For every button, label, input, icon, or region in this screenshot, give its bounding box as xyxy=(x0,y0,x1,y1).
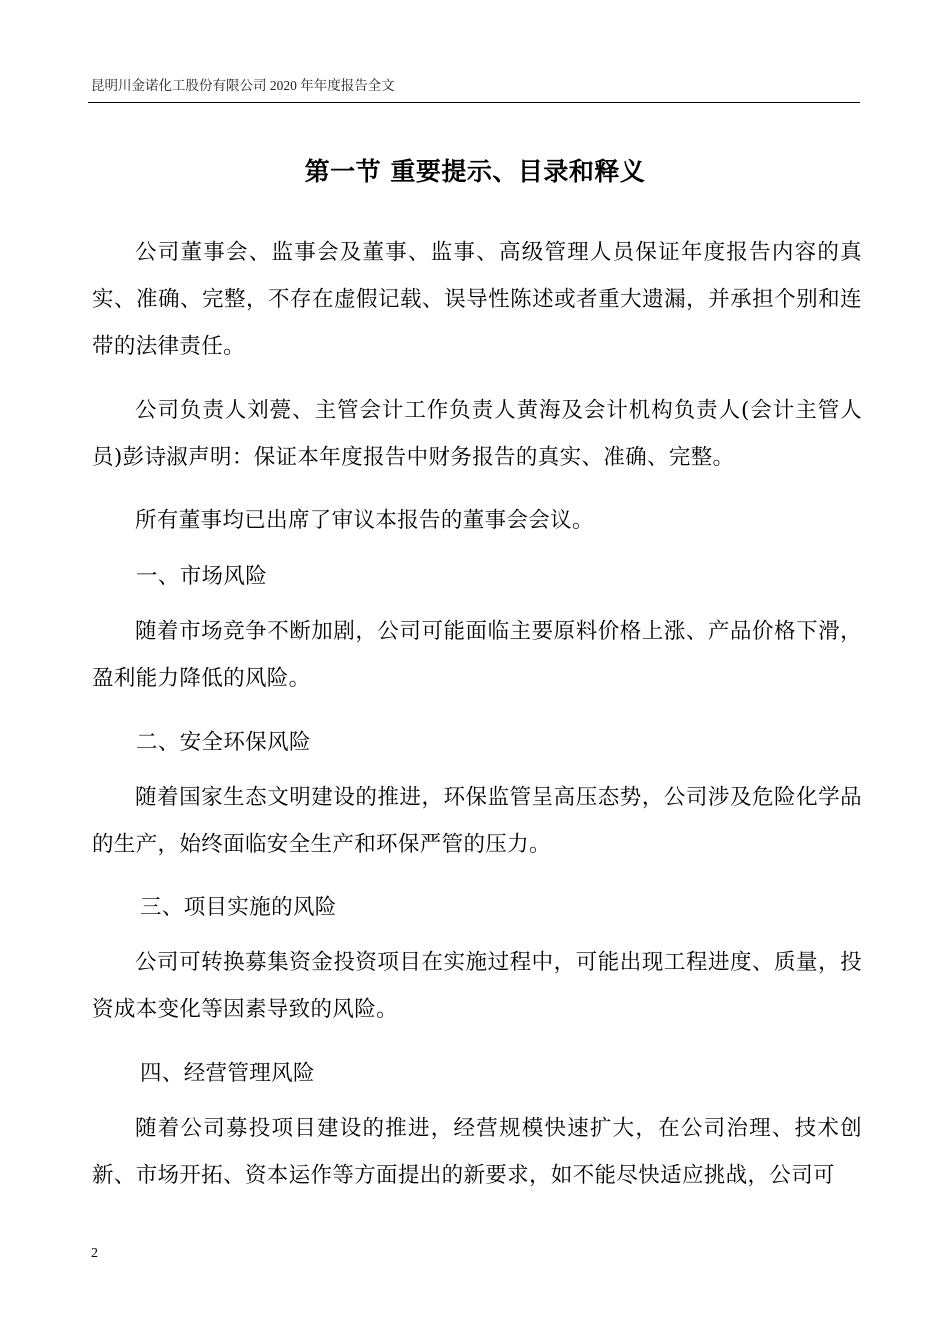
header-divider xyxy=(88,102,860,103)
paragraph-board-guarantee: 公司董事会、监事会及董事、监事、高级管理人员保证年度报告内容的真实、准确、完整，不存在虚假记载、误导性陈述或者重大遗漏，并承担个别和连带的法律责任。 xyxy=(92,240,862,359)
heading-project-risk: 三、项目实施的风险 xyxy=(140,895,337,920)
paragraph-directors-attendance: 所有董事均已出席了审议本报告的董事会会议。 xyxy=(135,508,594,533)
paragraph-responsible-persons: 公司负责人刘甍、主管会计工作负责人黄海及会计机构负责人(会计主管人员)彭诗淑声明：保证本年度报告中财务报告的真实、准确、完整。 xyxy=(92,398,862,470)
heading-operation-risk: 四、经营管理风险 xyxy=(140,1061,315,1086)
running-header: 昆明川金诺化工股份有限公司 2020 年年度报告全文 xyxy=(91,78,395,93)
heading-safety-env-risk: 二、安全环保风险 xyxy=(136,730,311,755)
paragraph-safety-env-risk: 随着国家生态文明建设的推进，环保监管呈高压态势，公司涉及危险化学品的生产，始终面临安全生产和环保严管的压力。 xyxy=(92,785,862,857)
paragraph-project-risk: 公司可转换募集资金投资项目在实施过程中，可能出现工程进度、质量，投资成本变化等因素导致的风险。 xyxy=(92,950,862,1022)
paragraph-operation-risk: 随着公司募投项目建设的推进，经营规模快速扩大，在公司治理、技术创新、市场开拓、资本运作等方面提出的新要求，如不能尽快适应挑战，公司可 xyxy=(92,1116,862,1188)
heading-market-risk: 一、市场风险 xyxy=(136,564,268,589)
paragraph-market-risk: 随着市场竞争不断加剧，公司可能面临主要原料价格上涨、产品价格下滑，盈利能力降低的风险。 xyxy=(92,619,862,691)
section-title: 第一节 重要提示、目录和释义 xyxy=(304,157,646,186)
page-number: 2 xyxy=(91,1246,98,1261)
